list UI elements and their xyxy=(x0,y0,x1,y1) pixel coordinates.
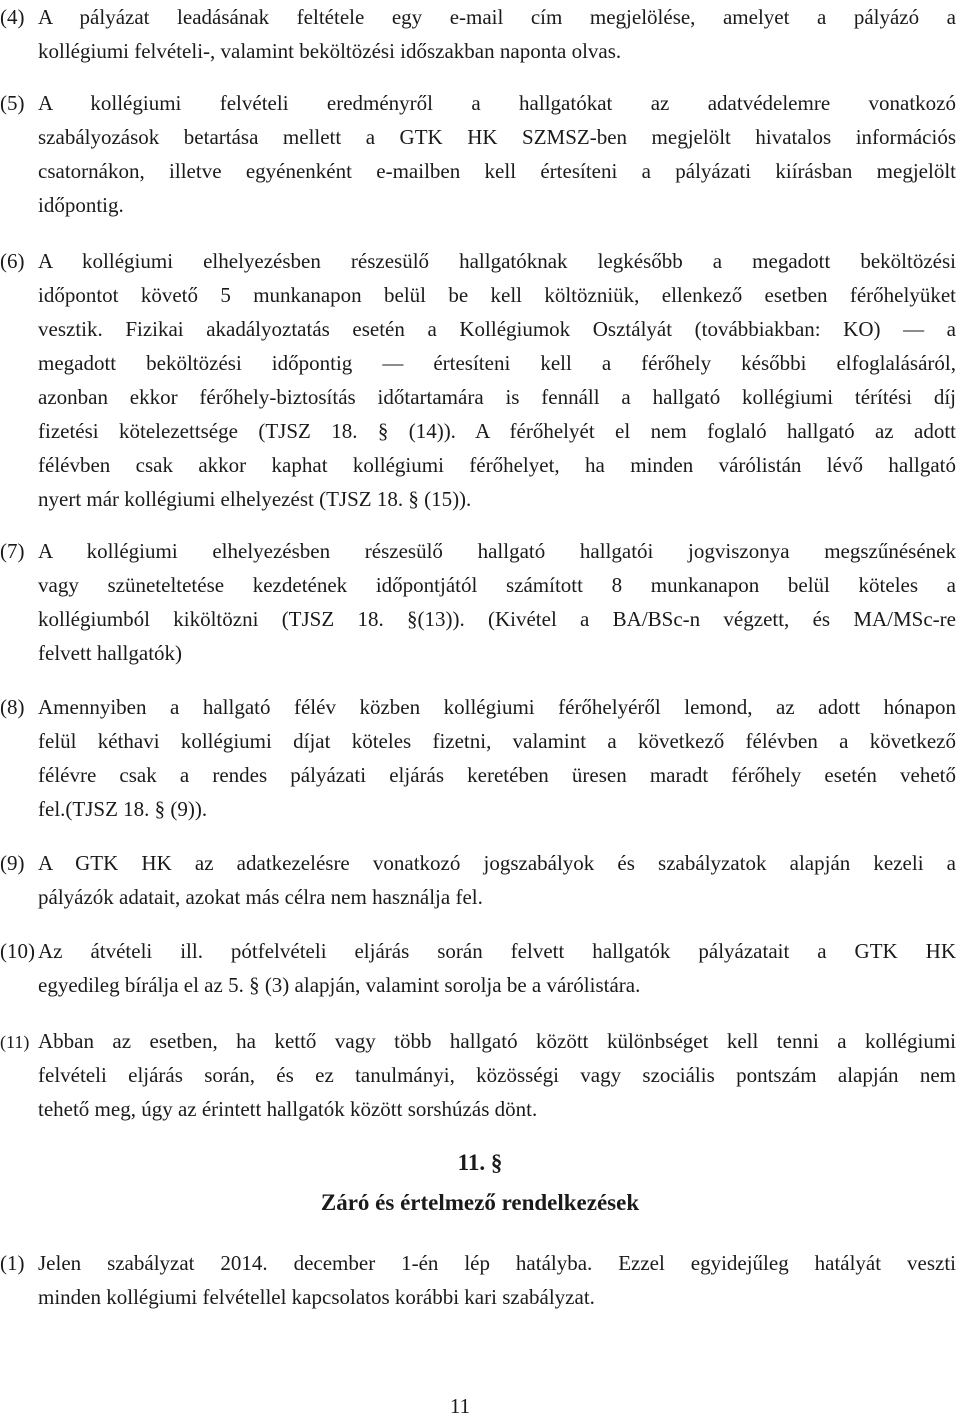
paragraph-line: Jelen szabályzat 2014. december 1-én lép hatályba. Ezzel egyidejűleg hatályát veszti xyxy=(38,1251,956,1275)
paragraph-line: felvett hallgatók) xyxy=(38,641,183,665)
closing-paragraph-1 xyxy=(0,1246,956,1314)
paragraph-line: félévre csak a rendes pályázati eljárás keretében üresen maradt férőhely esetén vehető xyxy=(38,763,956,787)
paragraph-line: Abban az esetben, ha kettő vagy több hallgató között különbséget kell tenni a kollégiumi xyxy=(38,1029,956,1053)
paragraph-line: nyert már kollégiumi elhelyezést (TJSZ 18. § (15)). xyxy=(38,487,472,511)
paragraph-line: vesztik. Fizikai akadályoztatás esetén a Kollégiumok Osztályát (továbbiakban: KO) ― a xyxy=(38,317,956,341)
paragraph-line: Amennyiben a hallgató félév közben kollégiumi férőhelyéről lemond, az adott hónapon xyxy=(38,695,956,719)
paragraph-line: minden kollégiumi felvétellel kapcsolatos korábbi kari szabályzat. xyxy=(38,1285,595,1309)
section-number: 11. § xyxy=(457,1150,503,1175)
paragraph-line: felül kéthavi kollégiumi díjat köteles fizetni, valamint a következő félévben a következő xyxy=(38,729,956,753)
paragraph-line: A kollégiumi felvételi eredményről a hallgatókat az adatvédelemre vonatkozó xyxy=(38,91,956,115)
paragraph-number: (10) xyxy=(0,939,35,963)
paragraph-number: (6) xyxy=(0,249,25,273)
paragraph-8 xyxy=(0,690,956,826)
paragraph-6 xyxy=(0,244,956,516)
paragraph-number: (9) xyxy=(0,851,25,875)
paragraph-line: kollégiumi felvételi-, valamint beköltözési időszakban naponta olvas. xyxy=(38,39,622,63)
paragraph-10 xyxy=(0,934,956,1002)
paragraph-line: azonban ekkor férőhely-biztosítás időtartamára is fennáll a hallgató kollégiumi térítési díj xyxy=(38,385,956,409)
page-number: 11 xyxy=(449,1394,471,1418)
paragraph-line: A kollégiumi elhelyezésben részesülő hallgató hallgatói jogviszonya megszűnésének xyxy=(38,539,956,563)
paragraph-line: csatornákon, illetve egyénenként e-mailben kell értesíteni a pályázati kiírásban megjelölt xyxy=(38,159,956,183)
paragraph-4 xyxy=(0,0,956,68)
paragraph-line: vagy szüneteltetése kezdetének időpontjától számított 8 munkanapon belül köteles a xyxy=(38,573,956,597)
paragraph-line: A kollégiumi elhelyezésben részesülő hallgatóknak legkésőbb a megadott beköltözési xyxy=(38,249,956,273)
paragraph-line: kollégiumból kiköltözni (TJSZ 18. §(13)). (Kivétel a BA/BSc-n végzett, és MA/MSc-re xyxy=(38,607,956,631)
paragraph-number: (11) xyxy=(0,1032,30,1052)
paragraph-number: (7) xyxy=(0,539,25,563)
paragraph-line: egyedileg bírálja el az 5. § (3) alapján, valamint sorolja be a várólistára. xyxy=(38,973,641,997)
paragraph-9 xyxy=(0,846,956,914)
paragraph-line: tehető meg, úgy az érintett hallgatók között sorshúzás dönt. xyxy=(38,1097,538,1121)
paragraph-line: Az átvételi ill. pótfelvételi eljárás során felvett hallgatók pályázatait a GTK HK xyxy=(38,939,956,963)
section-title: Záró és értelmező rendelkezések xyxy=(320,1190,640,1215)
paragraph-5 xyxy=(0,86,956,222)
paragraph-number: (5) xyxy=(0,91,25,115)
paragraph-line: megadott beköltözési időpontig ― értesíteni kell a férőhely későbbi elfoglalásáról, xyxy=(38,351,956,375)
paragraph-line: időpontig. xyxy=(38,193,124,217)
paragraph-line: időpontot követő 5 munkanapon belül be kell költözniük, ellenkező esetben férőhelyüket xyxy=(38,283,956,307)
paragraph-line: A GTK HK az adatkezelésre vonatkozó jogszabályok és szabályzatok alapján kezeli a xyxy=(38,851,956,875)
paragraph-line: félévben csak akkor kaphat kollégiumi férőhelyet, ha minden várólistán lévő hallgató xyxy=(38,453,956,477)
paragraph-line: pályázók adatait, azokat más célra nem használja fel. xyxy=(38,885,483,909)
paragraph-number: (4) xyxy=(0,5,25,29)
paragraph-number: (8) xyxy=(0,695,25,719)
paragraph-7 xyxy=(0,534,956,670)
paragraph-line: felvételi eljárás során, és ez tanulmányi, közösségi vagy szociális pontszám alapján nem xyxy=(38,1063,956,1087)
paragraph-11 xyxy=(0,1024,956,1126)
paragraph-line: A pályázat leadásának feltétele egy e-mail cím megjelölése, amelyet a pályázó a xyxy=(38,5,956,29)
paragraph-line: fel.(TJSZ 18. § (9)). xyxy=(38,797,208,821)
paragraph-line: szabályozások betartása mellett a GTK HK SZMSZ-ben megjelölt hivatalos információs xyxy=(38,125,956,149)
paragraph-number: (1) xyxy=(0,1251,25,1275)
paragraph-line: fizetési kötelezettsége (TJSZ 18. § (14)). A férőhelyét el nem foglaló hallgató az adott xyxy=(38,419,956,443)
